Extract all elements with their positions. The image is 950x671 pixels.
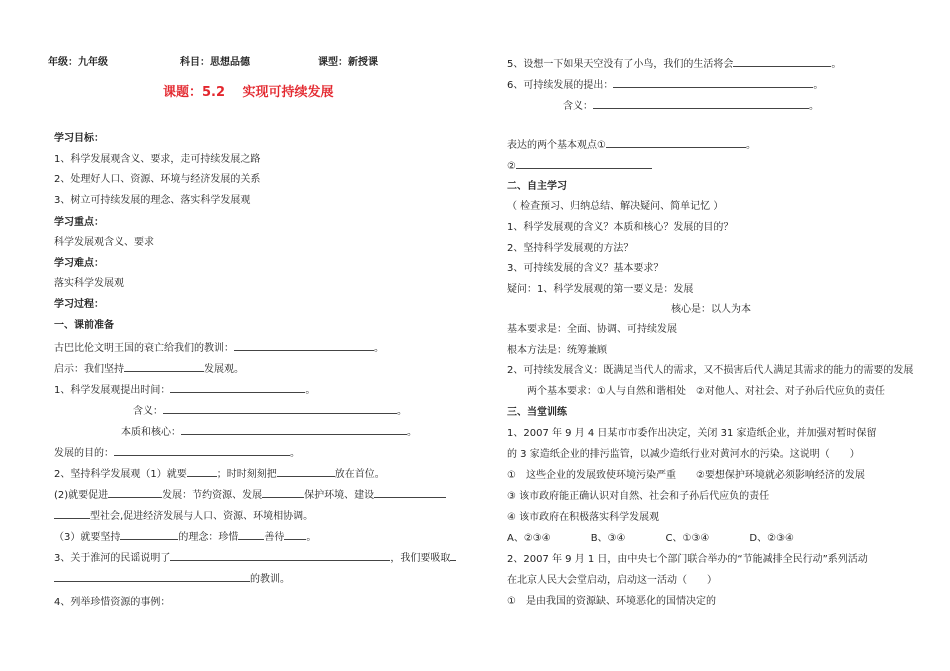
difficulty-text: 落实科学发展观	[54, 278, 124, 289]
q6-line	[507, 77, 823, 93]
question-text: 的理念：珍惜	[178, 532, 239, 543]
training-q1-option: ③ 该市政府能正确认识对自然、社会和子孙后代应负的责任	[507, 491, 770, 502]
q1-time-line	[54, 382, 315, 398]
answer-blank[interactable]	[593, 98, 809, 109]
training-q1-cont: 的 3 家造纸企业的排污监管，以减少造纸行业对黄河水的污染。这说明（ ）	[507, 449, 860, 460]
process-heading: 学习过程：	[54, 299, 104, 310]
q2-3-line	[54, 529, 316, 545]
question-text: 本质和核心：	[121, 427, 181, 438]
key-heading: 学习重点：	[54, 217, 104, 228]
question-text: （3）就要坚持	[54, 532, 121, 543]
method-line: 根本方法是：统筹兼顾	[507, 345, 607, 356]
punct: 。	[407, 427, 417, 438]
grade-label: 年级：九年级	[48, 57, 108, 68]
question-text: 3、关于淮河的民谣说明了	[54, 553, 171, 564]
answer-blank[interactable]	[606, 137, 746, 148]
question-text: 含义：	[563, 101, 593, 112]
answer-blank[interactable]	[238, 529, 264, 540]
question-text: 含义：	[133, 406, 163, 417]
self-question: 2、坚持科学发展观的方法？	[507, 243, 634, 254]
q4-line: 4、列举珍惜资源的事例：	[54, 597, 171, 608]
sustain-meaning-line: 2、可持续发展含义：既满足当代人的需求，又不损害后代人满足其需求的能力的需要的发展	[507, 365, 914, 376]
question-text: ；时时刻刻把	[216, 469, 277, 480]
question-text: 发展：节约资源、发展	[162, 490, 263, 501]
question-text: 启示：我们坚持	[54, 364, 124, 375]
answer-blank[interactable]	[120, 529, 178, 540]
question-text: 5、设想一下如果天空没有了小鸟，我们的生活将会	[507, 59, 734, 70]
training-q1-choices: A、②③④ B、③④ C、①③④ D、②③④	[507, 533, 794, 544]
training-q1: 1、2007 年 9 月 4 日某市市委作出决定，关闭 31 家造纸企业，并加强对暂时保留	[507, 428, 877, 439]
training-q2-option: ① 是由我国的资源缺、环境恶化的国情决定的	[507, 596, 716, 607]
objective-item: 3、树立可持续发展的理念、落实科学发展观	[54, 195, 251, 206]
answer-blank[interactable]	[163, 403, 397, 414]
answer-blank[interactable]	[613, 77, 813, 88]
punct: 。	[831, 59, 842, 70]
question-text: 古巴比伦文明王国的衰亡给我们的教训：	[54, 343, 234, 354]
q3-line	[54, 550, 456, 566]
answer-blank[interactable]	[108, 487, 162, 498]
right-page	[475, 0, 950, 671]
lesson-type-label: 课型：新授课	[318, 57, 378, 68]
answer-blank[interactable]	[374, 487, 446, 498]
training-q1-option: ① 这些企业的发展致使环境污染严重 ②要想保护环境就必须影响经济的发展	[507, 470, 865, 481]
subject-label: 科目：思想品德	[180, 57, 250, 68]
section2-heading: 二、自主学习	[507, 181, 567, 192]
core-line: 核心是：以人为本	[671, 304, 751, 315]
answer-blank[interactable]	[181, 424, 407, 435]
difficulty-heading: 学习难点：	[54, 258, 104, 269]
answer-blank[interactable]	[262, 487, 304, 498]
answer-blank[interactable]	[187, 466, 217, 477]
question-text: ，我们要吸取	[390, 553, 451, 564]
punct: 。	[374, 343, 384, 354]
punct: 。	[397, 406, 407, 417]
sustain-requirements-line: 两个基本要求：①人与自然和谐相处 ②对他人、对社会、对子孙后代应负的责任	[527, 386, 885, 397]
objective-item: 2、处理好人口、资源、环境与经济发展的关系	[54, 174, 261, 185]
punct: 。	[305, 385, 316, 396]
enlighten-line	[54, 361, 244, 377]
q2-2-line	[54, 487, 446, 503]
answer-blank[interactable]	[284, 529, 306, 540]
question-text: 的教训。	[250, 574, 290, 585]
section1-heading: 一、课前准备	[54, 320, 114, 331]
point2-line	[507, 158, 652, 174]
question-text: 保护环境、建设	[304, 490, 375, 501]
punct: 。	[813, 80, 824, 91]
q3b-line	[54, 571, 290, 587]
question-text: 善待	[264, 532, 285, 543]
self-question: 3、可持续发展的含义？基本要求？	[507, 263, 664, 274]
key-text: 科学发展观含义、要求	[54, 237, 154, 248]
answer-blank[interactable]	[114, 445, 290, 456]
question-babylon	[54, 340, 384, 356]
answer-blank[interactable]	[516, 158, 652, 169]
q1-core-line	[121, 424, 417, 440]
q2-2b-line	[54, 508, 313, 524]
question-text: 发展观。	[204, 364, 244, 375]
punct: 。	[306, 532, 317, 543]
question-text: 放在首位。	[334, 469, 385, 480]
q5-line	[507, 56, 841, 72]
q1-purpose-line	[54, 445, 300, 461]
answer-blank[interactable]	[170, 382, 305, 393]
self-question: 1、科学发展观的含义？本质和核心？发展的目的？	[507, 222, 734, 233]
training-q1-option: ④ 该市政府在积极落实科学发展观	[507, 512, 660, 523]
q2-line	[54, 466, 385, 482]
training-q2-cont: 在北京人民大会堂启动，启动这一活动（ ）	[507, 575, 717, 586]
punct: 。	[809, 101, 819, 112]
basic-requirement-line: 基本要求是：全面、协调、可持续发展	[507, 324, 677, 335]
doubt-line: 疑问：1、科学发展观的第一要义是：发展	[507, 284, 694, 295]
q6-meaning-line	[563, 98, 819, 114]
question-text: 2、坚持科学发展观（1）就要	[54, 469, 187, 480]
q1-meaning-line	[133, 403, 407, 419]
question-text: 发展的目的：	[54, 448, 114, 459]
answer-blank[interactable]	[733, 56, 831, 67]
answer-blank[interactable]	[170, 550, 390, 561]
self-study-note: （ 检查预习、归纳总结、解决疑问、简单记忆 ）	[507, 201, 724, 212]
punct: 。	[745, 140, 756, 151]
answer-blank[interactable]	[54, 571, 250, 582]
punct: 。	[290, 448, 300, 459]
answer-blank[interactable]	[234, 340, 374, 351]
page-title: 课题：5.2 实现可持续发展	[163, 85, 334, 100]
answer-blank[interactable]	[124, 361, 204, 372]
section3-heading: 三、当堂训练	[507, 407, 567, 418]
question-text: 6、可持续发展的提出：	[507, 80, 614, 91]
answer-blank[interactable]	[54, 508, 90, 519]
two-points-line	[507, 137, 756, 153]
question-text: 1、科学发展观提出时间：	[54, 385, 171, 396]
question-text: 表达的两个基本观点①	[507, 140, 606, 151]
answer-blank[interactable]	[450, 550, 456, 561]
answer-blank[interactable]	[277, 466, 335, 477]
training-q2: 2、2007 年 9 月 1 日，由中央七个部门联合举办的“节能减排全民行动”系列活动	[507, 554, 868, 565]
question-text: (2)就要促进	[54, 490, 109, 501]
question-text: ②	[507, 161, 516, 172]
objectives-heading: 学习目标：	[54, 133, 104, 144]
objective-item: 1、科学发展观含义、要求，走可持续发展之路	[54, 154, 261, 165]
question-text: 型社会,促进经济发展与人口、资源、环境相协调。	[90, 511, 314, 522]
